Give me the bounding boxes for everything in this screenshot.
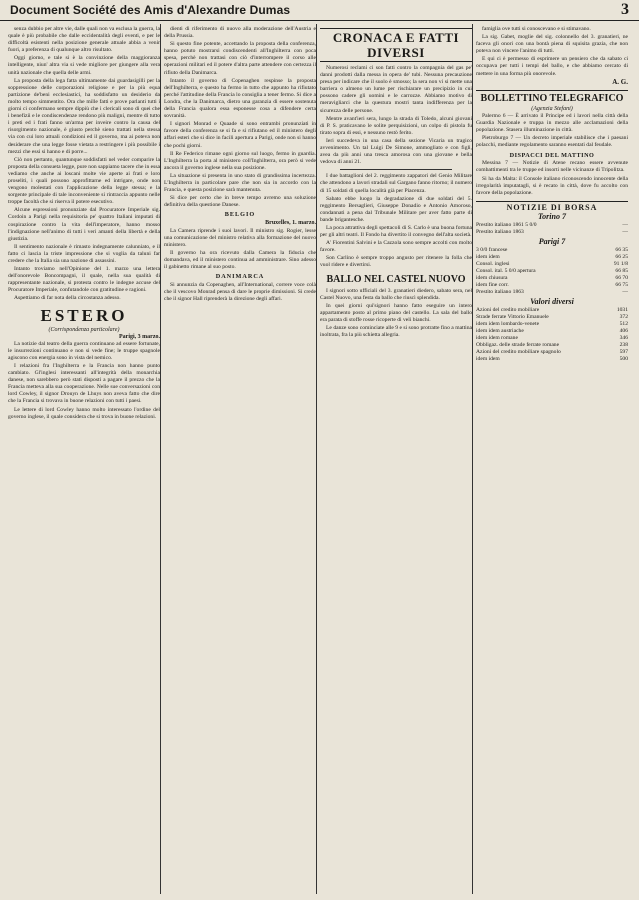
- market-row-value: —: [622, 228, 628, 235]
- article-paragraph: Si ha da Malta: il Console italiano riconoscendo innocente della irregolarità imputatagli, si è recato in città, dove fu accolto con favore della popolazione.: [476, 175, 628, 196]
- column-divider: [316, 24, 317, 894]
- market-row-value: 512: [619, 321, 628, 328]
- market-row-label: 3 0/0 francese: [476, 247, 508, 254]
- article-paragraph: E qui ci è permesso di esprimere un pensiero che da sabato ci occupava per tutti i tempi del ballo, e che abbiamo cercato di mettere in una forma più onorevole.: [476, 56, 628, 77]
- market-row: [476, 314, 628, 321]
- market-heading-parigi: Parigi 7: [538, 236, 566, 246]
- article-paragraph: La sig. Gabet, moglie del sig. colonnello del 3. granatieri, ne faceva gli onori con una bontà piena di squisita grazia, che non poteva non vincere l'animo di tutti.: [476, 34, 628, 55]
- page-number: 3: [621, 1, 629, 18]
- article-paragraph: Intanto il governo di Copenaghen respinse la proposta dell'Inghilterra, e questo ha fermo in tutto che appunto ha rifiutato perché l'attitudine della Francia lo consiglia a tener fermo. Si dice a Londra, che la Danimarca, dietro una garanzia di essere sostenuta della Francia qualora essa esponesse cosa a difendere certa sovranità.: [164, 77, 316, 120]
- article-paragraph: dienti di riferimento di nuovo alla moderazione dell'Austria e della Prussia.: [164, 26, 316, 40]
- article-paragraph: I signori sotto ufficiali del 3. granatieri diedero, sabato sera, nel Castel Nuovo, una festa da ballo che riuscì splendida.: [320, 287, 472, 301]
- market-row: [476, 268, 628, 275]
- market-row: [476, 222, 628, 229]
- article-paragraph: Si annunzia da Copenaghen, all'International, correre voce colà che il vescovo Monrad pensa di dare le proprie dimissioni. Si crede che il signor Hall riprenderà la direzione degli affari.: [164, 282, 316, 303]
- column-divider: [160, 24, 161, 894]
- market-row-label: idem idem austriache: [476, 328, 524, 335]
- market-row: [476, 275, 628, 282]
- article-paragraph: Palermo 6 — È arrivato il Principe ed i lavori nella città della Guardia Nazionale e truppa in mezzo alle acclamazioni della popolazione. Stasera illuminazione in città.: [476, 112, 628, 133]
- article-paragraph: La poca attrattiva degli spettacoli di S. Carlo è una buona fortuna per gli altri teatri. Il Fondo ha divertito il convegno dell'alta società.: [320, 224, 472, 239]
- section-title-cronaca: CRONACA E FATTI DIVERSI: [320, 28, 472, 62]
- article-paragraph: I relazioni fra l'Inghilterra e la Francia non hanno punto cambiato. Gl'inglesi interessanti all'integrità della monarchia danese, non sarebbero però stati disposti a pagare il prezzo che la Francia metteva alla sua cooperazione. Nelle sue conversazioni con lord Cowley, il signor Drouyn de Lhuys non aveva fatto che dire che la Francia si trovava in buone relazioni con tutti i paesi.: [8, 362, 160, 405]
- section-subtitle: (Agenzia Stefani): [531, 105, 573, 112]
- market-row-label: Strade ferrate Vittorio Emanuele: [476, 314, 549, 321]
- page-header: [0, 0, 639, 21]
- market-row-label: idem idem lombardo-venete: [476, 321, 540, 328]
- article-paragraph: I due battaglioni del 2. reggimento zappatori del Genio Militare che attendono a lavori stradali sul Gargano fanno ritorno; il numero di 15 soldati di quella località già per Piacenza.: [320, 173, 472, 194]
- country-heading-danimarca: DANIMARCA: [215, 273, 265, 281]
- article-paragraph: famiglia ove tutti si conoscevano e si stimavano.: [482, 26, 591, 32]
- market-row-value: 66 70: [615, 275, 628, 282]
- article-paragraph: La proposta della lega fatta ultimamente dai guardasigilli per la soppressione delle corporazioni religiose e per la più equa partizione de'beni ecclesiastici, ha soddisfatto un desiderio da molto tempo simmentito. Ora che mille fatti e prove parlanti tutti i giorni ci confermano sempre dippiù che i clericali sono di quei che i benefizii e le condiscendenze rendono più maligni, mentre di tutto i preti ed i frati fanno un'arma per inveire contro la causa del risorgimento nazionale, è giusto perchè sieno trattati nella stessa via con cui loro attuali condizioni ed il governo, ma ai poteva non desiderare che una legge fosse vietata a restringere i più possibile i mezzi che essi si hanno e di porre...: [8, 77, 160, 155]
- article-paragraph: La Camera riprende i suoi lavori. Il ministro sig. Rogier, lesse una comunicazione del ministro relativa alla formazione del nuovo ministero.: [164, 227, 316, 248]
- article-paragraph: senza dubbio per altre vie, dalle quali non va esclusa la guerra, la quale è più probabile che dalle eccidentalità degli eventi, e per le difficoltà esistenti nella posizione generale attuale abbia a venir fuori, a preferenza di qualunque altro risultato.: [8, 26, 160, 54]
- market-row: [476, 254, 628, 261]
- market-row-value: 66 25: [615, 254, 628, 261]
- market-row-label: Azioni del credito mobiliare spagnolo: [476, 349, 561, 356]
- article-paragraph: Aspettiamo di far nota della circostanza adesso.: [14, 295, 121, 302]
- market-row-value: —: [622, 221, 628, 228]
- market-row-value: 66 35: [615, 247, 628, 254]
- market-row: [476, 328, 628, 335]
- market-row-label: Prestito italiano 1863: [476, 289, 524, 296]
- article-paragraph: Ieri succedeva in una casa della sezione Vicaria un tragico avvenimento. Un tal Luigi De Simone, ammogliato e con figli, avea da più anni una tresca amorosa con una giovane e bella vedova di anni 21.: [320, 137, 472, 166]
- market-heading-torino: Torino 7: [538, 211, 566, 221]
- article-paragraph: Son Carlino è sempre troppo angusto per ritenere la folla che vuol ridere e divertirsi.: [320, 255, 472, 269]
- author-signature: A. G.: [612, 77, 628, 86]
- column-4: [476, 26, 628, 892]
- market-row: [476, 229, 628, 236]
- market-row: [476, 342, 628, 349]
- market-row-label: Prestito italiano 1863: [476, 228, 524, 235]
- market-row-label: idem chiusura: [476, 275, 508, 282]
- market-row-value: 1031: [616, 307, 628, 314]
- market-heading-valori: Valori diversi: [530, 297, 574, 307]
- market-row-value: 597: [619, 349, 628, 356]
- section-subtitle: (Corrispondenza particolare): [48, 326, 120, 333]
- article-paragraph: I signori Monrad e Quaade si sono entrambi pronunziati in favore della conferenza se si fa e si rifiutano ed il ministero degli affari esteri che si dice in facili apertura a Parigi, onde non si hanno che pochi giorni.: [164, 121, 316, 149]
- market-row-label: Azioni del credito mobiliare: [476, 307, 540, 314]
- masthead-watermark: Document Société des Amis d'Alexandre Dumas: [10, 3, 291, 17]
- article-paragraph: La situazione si presenta in uno stato di grandissima incertezza. L'Inghilterra in particolare pare che non sia in accordo con la Francia, e questa posizione sarà mantenuta.: [164, 172, 316, 194]
- article-paragraph: Il Re Federico rimane ogni giorno sul luogo, fermo in guardia. L'Inghilterra la porta al ministero coll'Inghilterra, ora però si vede ancora il governo inglese nella sua posizione.: [164, 150, 316, 171]
- section-title-bollettino: BOLLETTINO TELEGRAFICO: [476, 90, 628, 105]
- market-row: [476, 247, 628, 254]
- market-row-label: idem fine corr.: [476, 282, 509, 289]
- article-paragraph: In quei giorni qui'signori hanno fatto eseguire un intero appartamento posto al primo piano del castello. La sala del ballo era parata di stoffe rosse ricoperte di veli bianchi.: [320, 302, 472, 323]
- market-row: [476, 289, 628, 296]
- market-row-value: 406: [619, 328, 628, 335]
- article-paragraph: Numerosi reclami ci son fatti contro la compagnia del gas pe' danni prodotti dalla messa in opera de' tubi. Nessuna precauzione presa per indicare che il suolo è smosso; la sera non vi si mette una barriera o almeno un lume per rischiarare un precipizio in cui possono cadere gli uomini e le carrozze. Abbiamo motivo di meravigliarci che la questura mostri tanta indifferenza per la sicurezza delle persone.: [320, 65, 472, 114]
- article-paragraph: Messina 7 — Notizie di Atene recano essere avvenute combattimenti tra le truppe ed insorti nelle vicinanze di Tripolitza.: [476, 160, 628, 174]
- section-title-dispacci: DISPACCI DEL MATTINO: [509, 152, 595, 160]
- separator-rule: [340, 169, 452, 170]
- article-paragraph: Si dice per certo che in breve tempo avremo una soluzione definitiva della questione Danese.: [164, 195, 316, 209]
- article-paragraph: Le danze sono cominciate alle 9 e si sono protratte fino a mattina inoltrata, fra la più schietta allegria.: [320, 325, 472, 339]
- market-row: [476, 321, 628, 328]
- section-title-estero: ESTERO: [40, 305, 128, 325]
- section-title-borsa: NOTIZIE DI BORSA: [476, 201, 628, 211]
- article-paragraph: Sabato ebbe luogo la degradazione di due soldati del 5. reggimento Bersaglieri, Giuseppe Donadio e Antonio Amoroso, condannati a pena dal Tribunale Militare per aver fatto parte di bande brigantesche.: [320, 195, 472, 223]
- market-row-value: 91 1/8: [613, 261, 628, 268]
- article-paragraph: La notizie dal teatro della guerra continuano ad essere fortunate, le insurrezioni continuano e non si vede fine; le truppe spagnole agiscono con energia sono in vista del nemico.: [8, 340, 160, 361]
- column-1: [8, 26, 160, 892]
- country-heading-belgio: BELGIO: [224, 211, 256, 219]
- article-paragraph: Si questo fine potente, accettando la proposta della conferenza, hanno potuto mostrarsi condiscendenti all'Inghilterra con poca spesa, perchè non trattasi con ciò d'interrompere il corso alle operazioni militari ed il potere d'altra parte attendere con certezza il rifiuto della Danimarca.: [164, 41, 316, 76]
- article-paragraph: Intanto troviamo nell'Opinione del 1. marzo una lettera dell'onorevole Boncompagni, il quale, nella sua qualità di rappresentante nazionale, si protesta contro le indegne accuse del Procuratore Imperiale, confutandole con gratitudine e ragioni.: [8, 266, 160, 294]
- market-row-label: idem idem romane: [476, 335, 518, 342]
- section-title-ballo: BALLO NEL CASTEL NUOVO: [326, 273, 466, 285]
- article-paragraph: Pietroburgo 7 — Un decreto imperiale stabilisce che i paesani polacchi, mediante regolamento saranno esentati dal feudale.: [476, 135, 628, 149]
- article-paragraph: Alcune espressioni pronunziate dal Procuratore Imperiale sig. Cordoin a Parigi nella requisitoria pe' quattro Italiani imputati di cospirazione contro la vita dell'imperatore, hanno mosso l'indignazione nell'animo di tutti i veri amanti della libertà e della giustizia.: [8, 207, 160, 242]
- market-row-value: 66 75: [615, 282, 628, 289]
- market-row: [476, 356, 628, 363]
- dateline: Bruxelles, 1. marzo.: [265, 220, 316, 227]
- column-3: [320, 26, 472, 892]
- market-row-label: Obbligaz. delle strade ferrate romane: [476, 342, 560, 349]
- market-row-value: 346: [619, 335, 628, 342]
- market-row-label: Consol. ital. 5 0/0 apertura: [476, 268, 536, 275]
- market-row: [476, 349, 628, 356]
- market-row: [476, 261, 628, 268]
- market-row: [476, 282, 628, 289]
- column-2: [164, 26, 316, 892]
- article-paragraph: A' Fiorentini Salvini e la Cazzola sono sempre accolti con molto favore.: [320, 240, 472, 254]
- article-paragraph: Oggi giorno, e tale si è la convinzione della maggioranza intelligente, niun' altra via si vede migliore per giungere alla vera unità nazionale che quella delle armi.: [8, 55, 160, 76]
- market-row-value: 500: [619, 356, 628, 363]
- market-row-label: idem idem: [476, 356, 500, 363]
- article-paragraph: Il governo ha ora ricevuto dalla Camera la fiducia che domandava, ed il ministero continua ad amministrare. Sino adesso il gabinetto rimane al suo posto.: [164, 249, 316, 270]
- market-row-value: 66 85: [615, 268, 628, 275]
- article-paragraph: Il sentimento nazionale è rimasto indegnamente calunniato, e il fatto ci lascia la triste impressione che si voglia da taluni far credere che la Italia sia una nazione di assassini.: [8, 243, 160, 264]
- market-row-value: 372: [619, 314, 628, 321]
- market-row-label: Consol. inglesi: [476, 261, 510, 268]
- article-paragraph: Mentre avant'ieri sera, lungo la strada di Toledo, alcuni giovani di P. S. praticavano le solite perquisizioni, un colpo di pistola fu tirato sopra di essi, e nessuno restò ferito.: [320, 115, 472, 136]
- market-row-value: —: [622, 289, 628, 296]
- market-row-label: idem idem: [476, 254, 500, 261]
- column-divider: [472, 24, 473, 894]
- market-row-label: Prestito italiano 1861 5 0/0: [476, 221, 537, 228]
- market-row-value: 238: [619, 342, 628, 349]
- article-paragraph: Ciò non pertanto, quantunque soddisfatti nel veder comparire la proposta della consueta legge, pure non sappiamo tacere che in essa vediamo che anche ai loscani molte vie aperte ai frati e loro proseliti, i quali possono approfittarne ed intrigare, onde non vengono molestati con l'applicazione della legge stessa; e la sorgente principale di tale inconveniente si rintraccia appunto nelle troppe facoltà che si riserva il potere esecutivo.: [8, 156, 160, 206]
- article-paragraph: Le lettere di lord Cowley hanno molto interessato l'ordine del governo inglese, il quale considera che si trova in buone relazioni.: [8, 406, 160, 420]
- dateline: Parigi, 3 marzo.: [119, 333, 160, 340]
